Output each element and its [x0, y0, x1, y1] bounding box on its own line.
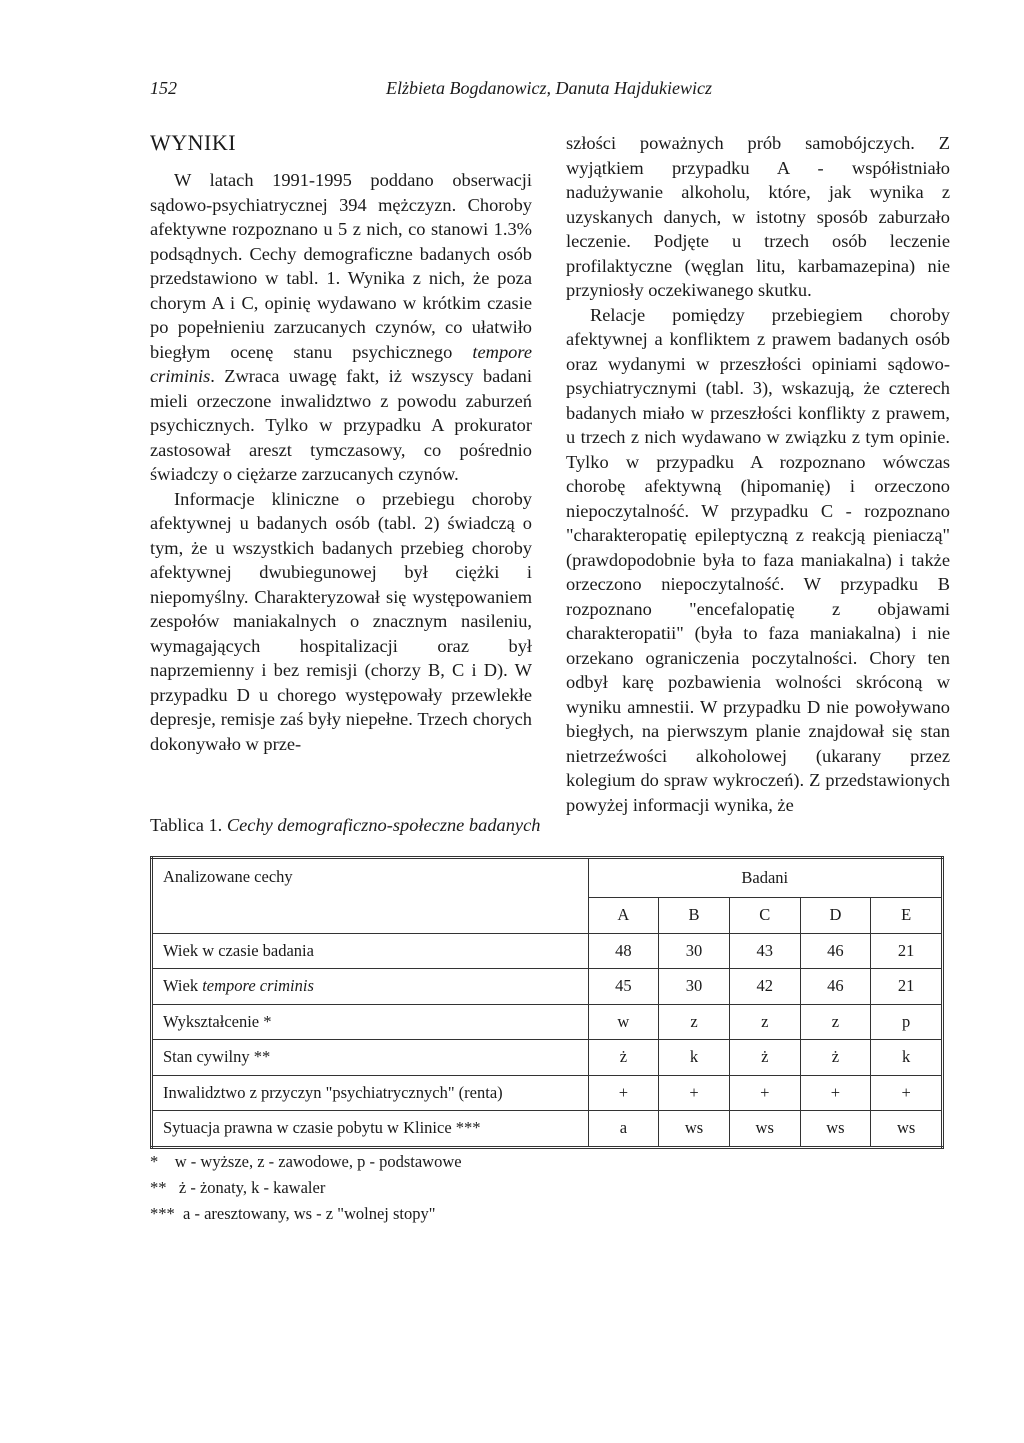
page-number: 152 [150, 78, 177, 98]
paragraph-text: . Zwraca uwagę fakt, iż wszyscy badani mieli orzeczone inwalidztwo z powodu zaburzeń psychicznych. Tylko w przypadku A prokurator zastosował areszt tymczasowy, co pośrednio świadczy o ciężarze zarzucanych czynów. [150, 366, 532, 484]
table-cell: p [871, 1004, 943, 1040]
table-cell: + [729, 1075, 800, 1111]
table-cell: z [659, 1004, 730, 1040]
paragraph: Informacje kliniczne o przebiegu choroby afektywnej u badanych osób (tabl. 2) świadczą o tym, że u wszystkich badanych przebieg choroby afektywnej dwubiegunowej był ciężki i niepomyślny. Charakteryzował się występowaniem zespołów maniakalnych o znacznym nasileniu, wymagających hospitalizacji oraz był naprzemienny i bez remisji (chorzy B, C i D). W przypadku D u chorego występowały przewlekłe depresje, remisje zaś były niepełne. Trzech chorych dokonywało w prze- [150, 488, 532, 754]
table-header-row [152, 858, 943, 898]
row-label: Stan cywilny ** [152, 1040, 589, 1076]
left-column [150, 168, 532, 756]
footnote-legal: *** a - aresztowany, ws - z "wolnej stopy" [150, 1204, 436, 1223]
footnote-marital: ** ż - żonaty, k - kawaler [150, 1178, 326, 1197]
table-cell: k [871, 1040, 943, 1076]
column-header: D [800, 898, 871, 934]
table-cell: k [659, 1040, 730, 1076]
table-cell: 30 [659, 969, 730, 1005]
table-cell: z [729, 1004, 800, 1040]
table-cell: + [800, 1075, 871, 1111]
table-cell: ż [588, 1040, 659, 1076]
table-caption [150, 815, 540, 836]
table-cell: ws [729, 1111, 800, 1148]
table-cell: 43 [729, 933, 800, 969]
column-header: B [659, 898, 730, 934]
table-cell: 30 [659, 933, 730, 969]
paragraph: Relacje pomiędzy przebiegiem choroby afektywnej a konfliktem z prawem badanych osób oraz wydanymi w przeszłości opiniami sądowo-psychiatrycznymi (tabl. 3), wskazują, że czterech badanych miało w przeszłości konflikty z prawem, u trzech z nich wydawano w związku z tym opinie. Tylko w przypadku A rozpoznano wówczas chorobę afektywną (hipomanię) i orzeczono niepoczytalność. W przypadku C - rozpoznano "charakteropatię epileptyczną z reakcją pieniaczą" (prawdopodobnie była to faza maniakalna) i także orzeczono niepoczytalność. W przypadku B rozpoznano "encefalopatię z objawami charakteropatii" (była to faza maniakalna) i nie orzekano ograniczenia poczytalności. Chory ten odbył karę pozbawienia wolności skróconą w wyniku amnestii. W przypadku D nie powoływano biegłych, na pierwszym planie znajdował się stan nietrzeźwości alkoholowej (ukarany przez kolegium do spraw wykroczeń). Z przedstawionych powyżej informacji wynika, że [566, 304, 950, 815]
table-cell: 46 [800, 933, 871, 969]
table-cell: 48 [588, 933, 659, 969]
table-row [152, 1040, 943, 1076]
table-header-main: Analizowane cechy [152, 858, 589, 934]
right-column [566, 131, 950, 817]
table-row [152, 1111, 943, 1148]
table-cell: w [588, 1004, 659, 1040]
table-caption-label: Tablica 1. [150, 815, 223, 835]
row-label-italic: tempore criminis [202, 976, 314, 996]
table-cell: ws [659, 1111, 730, 1148]
table-cell: + [588, 1075, 659, 1111]
column-header: C [729, 898, 800, 934]
table-cell: 45 [588, 969, 659, 1005]
table-cell: 42 [729, 969, 800, 1005]
table-cell: ż [729, 1040, 800, 1076]
table-cell: z [800, 1004, 871, 1040]
table-row [152, 933, 943, 969]
table-cell: 46 [800, 969, 871, 1005]
row-label: Inwalidztwo z przyczyn "psychiatrycznych" (renta) [152, 1075, 589, 1111]
table-cell: + [871, 1075, 943, 1111]
table-cell: ż [800, 1040, 871, 1076]
table-header-group: Badani [588, 858, 942, 898]
section-title: WYNIKI [150, 130, 237, 155]
table-row [152, 1004, 943, 1040]
table-cell: ws [871, 1111, 943, 1148]
footnote-education: * w - wyższe, z - zawodowe, p - podstawowe [150, 1152, 462, 1171]
row-label [152, 969, 589, 1005]
table-caption-title: Cechy demograficzno-społeczne badanych [226, 815, 541, 835]
row-label: Wiek w czasie badania [152, 933, 589, 969]
italic-term: tempore criminis [150, 341, 532, 386]
row-label: Wykształcenie * [152, 1004, 589, 1040]
column-header: A [588, 898, 659, 934]
table-row [152, 1075, 943, 1111]
table-cell: 21 [871, 969, 943, 1005]
table-cell: + [659, 1075, 730, 1111]
column-header: E [871, 898, 943, 934]
table-cell: 21 [871, 933, 943, 969]
paragraph-text: W latach 1991-1995 poddano obserwacji sądowo-psychiatrycznej 394 mężczyzn. Choroby afektywne rozpoznano u 5 z nich, co stanowi 1.3% podsądnych. Cechy demograficzne badanych osób przedstawiono w tabl. 1. Wynika z nich, że poza chorym A i C, opinię wydawano w krótkim czasie po popełnieniu zarzucanych czynów, co ułatwiło biegłym ocenę stanu psychicznego [150, 170, 532, 362]
demographics-table [150, 856, 944, 1149]
table-cell: ws [800, 1111, 871, 1148]
table-row [152, 969, 943, 1005]
row-label: Sytuacja prawna w czasie pobytu w Klinice *** [152, 1111, 589, 1148]
paragraph: szłości poważnych prób samobójczych. Z wyjątkiem przypadku A - współistniało nadużywanie alkoholu, które, jak wynika z uzyskanych danych, w istotny sposób zaburzało leczenie. Podjęte u trzech osób leczenie profilaktyczne (węglan litu, karbamazepina) nie przyniosły oczekiwanego skutku. [566, 133, 950, 300]
paragraph [150, 168, 532, 487]
table-cell: a [588, 1111, 659, 1148]
running-header-authors: Elżbieta Bogdanowicz, Danuta Hajdukiewicz [386, 78, 712, 98]
row-label-text: Wiek [163, 976, 203, 996]
